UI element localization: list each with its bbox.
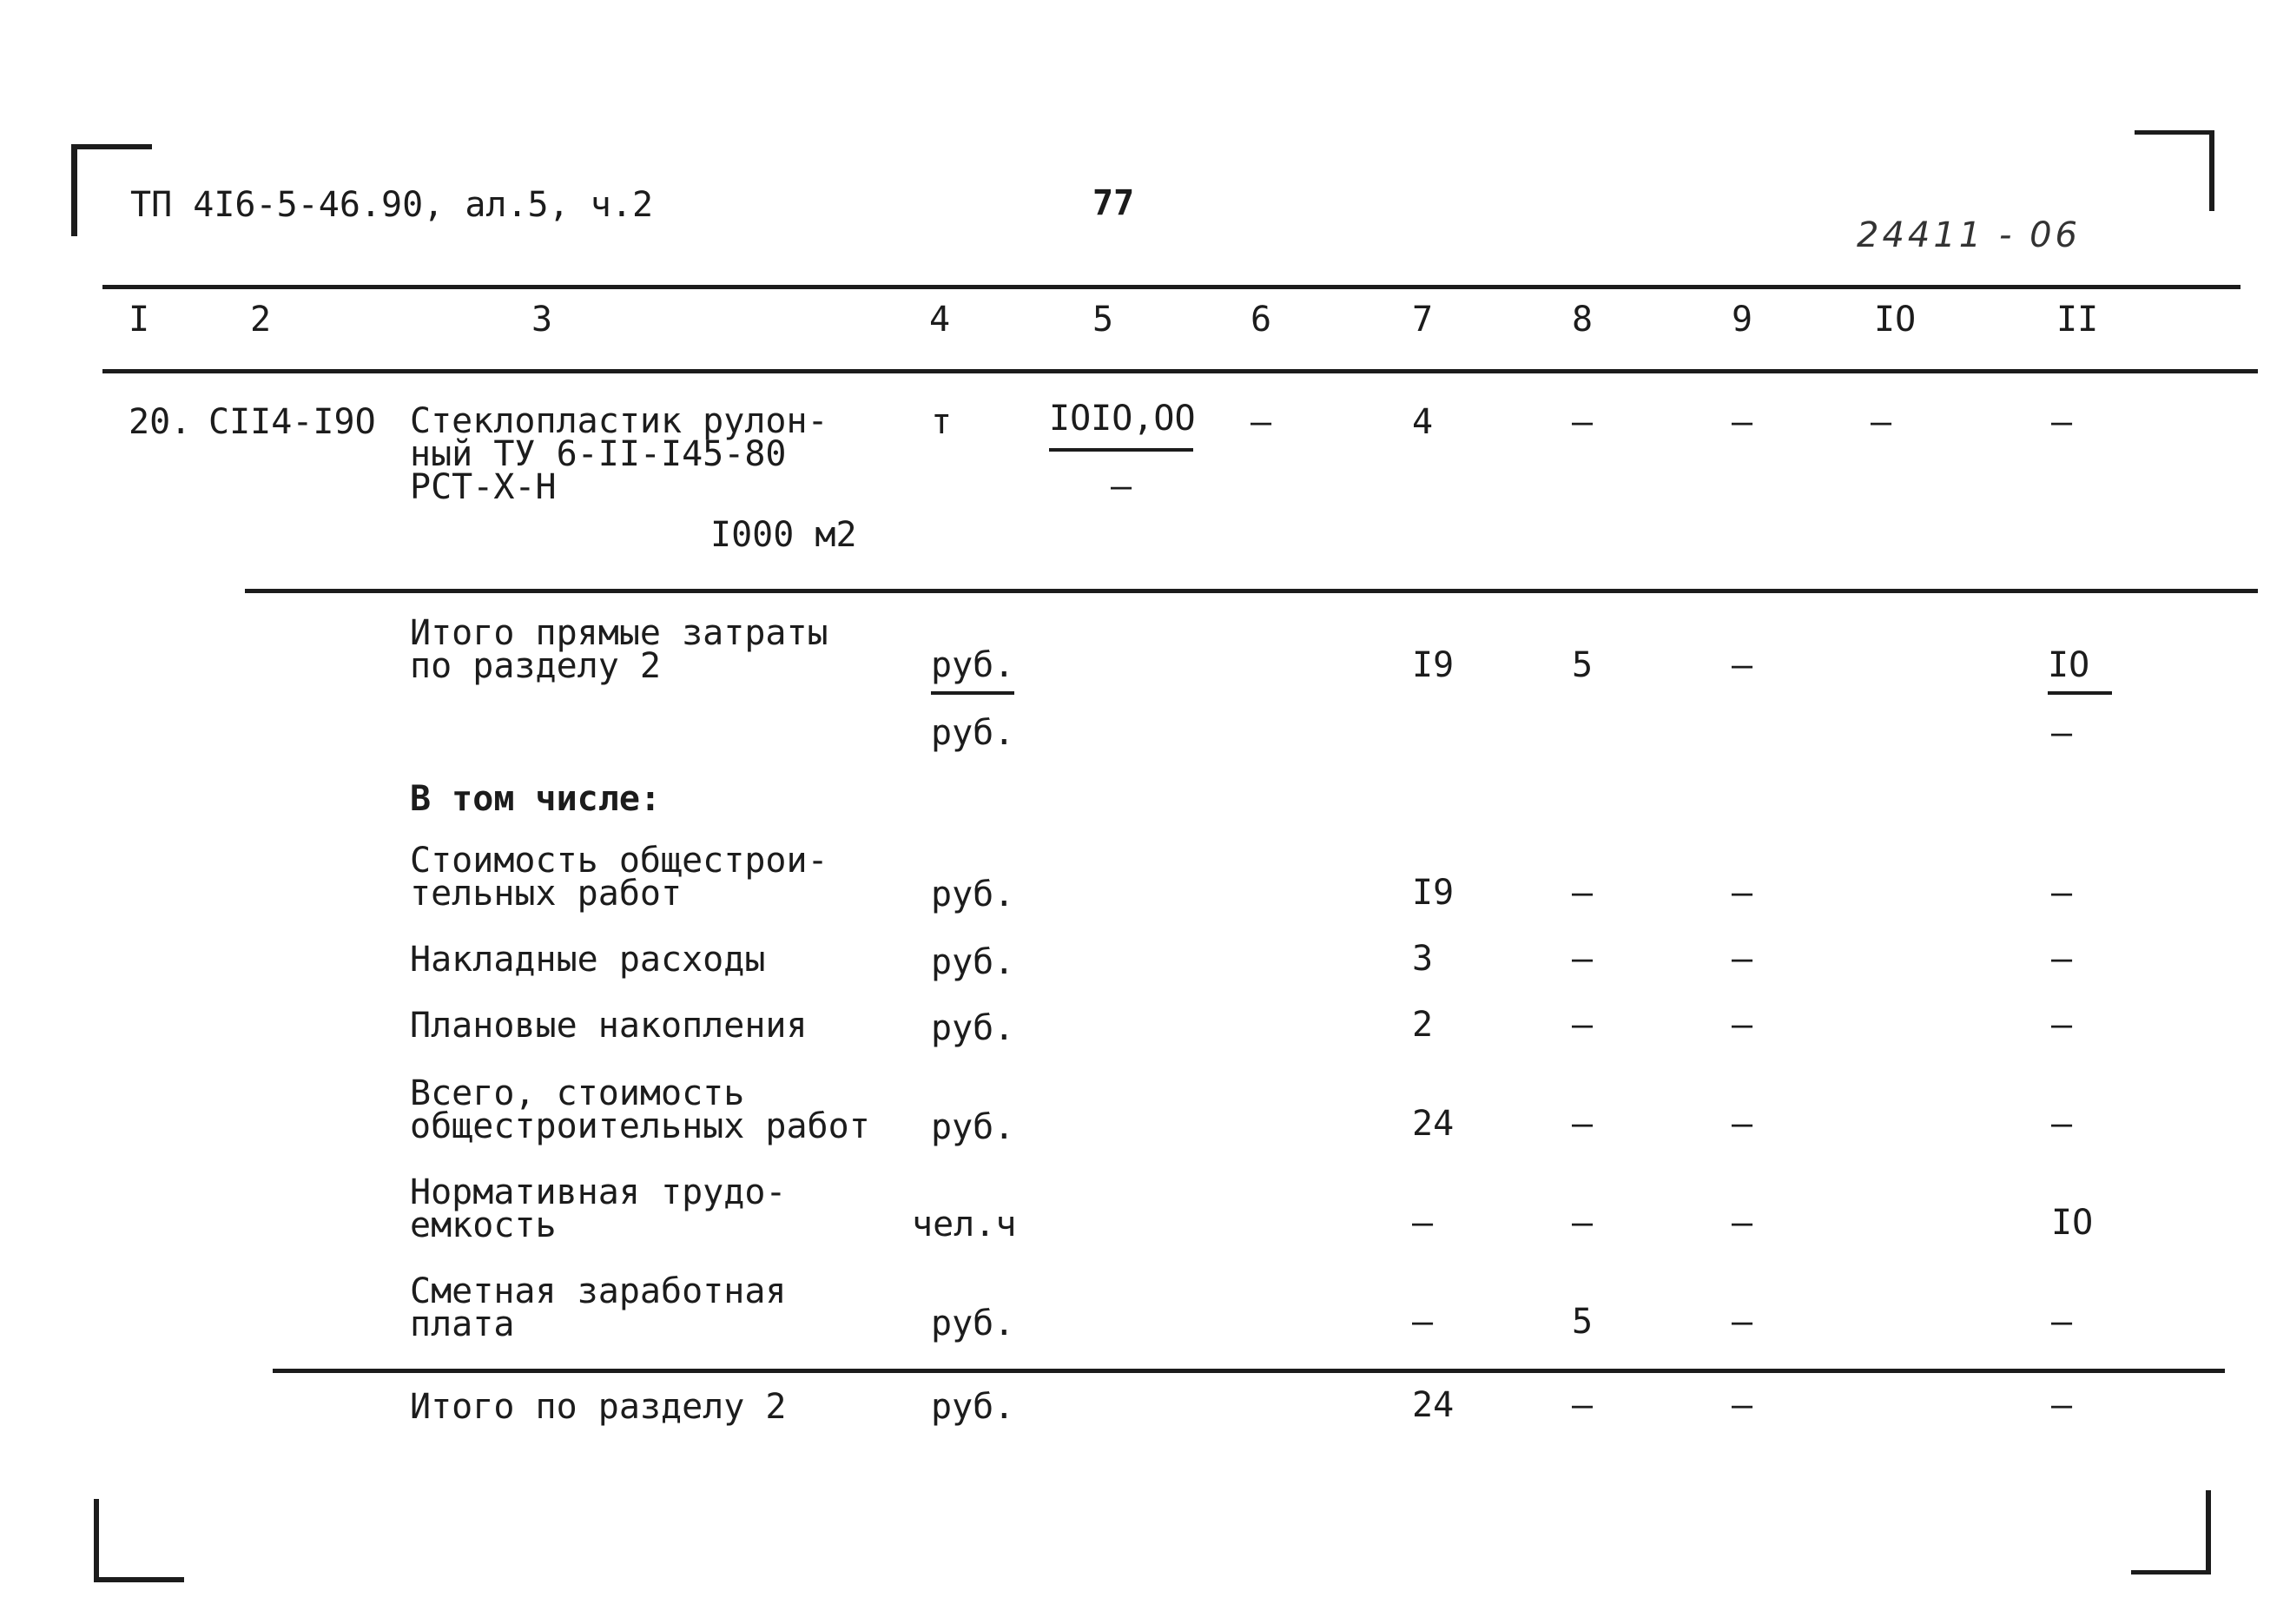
including-label: В том числе: <box>410 779 661 819</box>
item-name: Стеклопластик рулон- ный ТУ 6-II-I45-80 РСТ-Х-Н <box>410 401 828 507</box>
breakdown-unit: чел.ч <box>912 1205 1017 1244</box>
item-divider-rule <box>245 589 2258 593</box>
item-col5-top: IOIO,ОО <box>1049 401 1193 452</box>
column-header-rule <box>102 369 2258 373</box>
direct-costs-col11-top: IO <box>2048 648 2112 695</box>
direct-costs-unit-top: руб. <box>931 648 1014 695</box>
item-col9: – <box>1732 402 1753 442</box>
direct-costs-unit-bottom: руб. <box>931 713 1015 753</box>
breakdown-col9: – <box>1732 1302 1753 1342</box>
corner-mark-top-right <box>2135 130 2214 211</box>
direct-costs-col7: I9 <box>1412 645 1455 685</box>
breakdown-col11: – <box>2051 1005 2073 1045</box>
corner-mark-bottom-right <box>2131 1490 2211 1574</box>
handwritten-number: 24411 - 06 <box>1857 215 2082 255</box>
total-col11: – <box>2051 1385 2073 1425</box>
breakdown-col11: – <box>2051 1104 2073 1144</box>
breakdown-unit: руб. <box>931 1107 1015 1147</box>
breakdown-label: Плановые накопления <box>410 1006 808 1046</box>
total-col9: – <box>1732 1385 1753 1425</box>
item-col5-bottom: – <box>1110 466 1132 506</box>
col-header-4: 4 <box>929 300 951 340</box>
breakdown-unit: руб. <box>931 1008 1015 1048</box>
item-col11: – <box>2051 402 2073 442</box>
breakdown-col7: 2 <box>1412 1005 1434 1045</box>
item-col10: – <box>1871 402 1892 442</box>
direct-costs-label: Итого прямые затраты по разделу 2 <box>410 613 828 686</box>
breakdown-col7: – <box>1412 1203 1434 1243</box>
col-header-11: II <box>2056 300 2099 340</box>
item-code: СII4-I9О <box>208 402 376 442</box>
direct-costs-col11-bottom: – <box>2051 713 2073 753</box>
document-code: ТП 4I6-5-46.90, ал.5, ч.2 <box>130 185 654 225</box>
table-top-rule <box>102 285 2241 289</box>
total-divider-rule <box>273 1369 2225 1373</box>
col-header-9: 9 <box>1732 300 1753 340</box>
breakdown-unit: руб. <box>931 942 1015 982</box>
item-col6: – <box>1251 402 1272 442</box>
col-header-2: 2 <box>250 300 272 340</box>
breakdown-label: Всего, стоимость общестроительных работ <box>410 1073 870 1146</box>
breakdown-label: Сметная заработная плата <box>410 1271 787 1344</box>
item-number: 20. <box>129 402 192 442</box>
breakdown-col9: – <box>1732 1104 1753 1144</box>
breakdown-col8: – <box>1572 939 1594 979</box>
breakdown-col7: – <box>1412 1302 1434 1342</box>
direct-costs-col9: – <box>1732 645 1753 685</box>
item-col7: 4 <box>1412 402 1434 442</box>
total-unit: руб. <box>931 1387 1015 1427</box>
total-label: Итого по разделу 2 <box>410 1387 787 1427</box>
col-header-6: 6 <box>1251 300 1272 340</box>
total-col7: 24 <box>1412 1385 1455 1425</box>
breakdown-label: Стоимость общестрои- тельных работ <box>410 841 828 914</box>
col-header-10: IO <box>1874 300 1917 340</box>
total-col8: – <box>1572 1385 1594 1425</box>
page-number: 77 <box>1092 183 1135 223</box>
breakdown-col11: – <box>2051 939 2073 979</box>
breakdown-col11: IO <box>2051 1203 2094 1243</box>
breakdown-col9: – <box>1732 939 1753 979</box>
breakdown-col7: 24 <box>1412 1104 1455 1144</box>
corner-mark-bottom-left <box>94 1499 184 1582</box>
col-header-8: 8 <box>1572 300 1594 340</box>
item-name-suffix: I000 м2 <box>710 515 857 555</box>
breakdown-col8: 5 <box>1572 1302 1594 1342</box>
breakdown-col9: – <box>1732 1005 1753 1045</box>
col-header-1: I <box>129 300 150 340</box>
breakdown-col7: I9 <box>1412 873 1455 913</box>
breakdown-col11: – <box>2051 873 2073 913</box>
item-col8: – <box>1572 402 1594 442</box>
breakdown-col7: 3 <box>1412 939 1434 979</box>
item-unit: т <box>931 402 953 442</box>
breakdown-col9: – <box>1732 1203 1753 1243</box>
col-header-5: 5 <box>1092 300 1114 340</box>
col-header-3: 3 <box>531 300 553 340</box>
breakdown-col11: – <box>2051 1302 2073 1342</box>
breakdown-label: Нормативная трудо- емкость <box>410 1172 787 1245</box>
breakdown-unit: руб. <box>931 1304 1015 1343</box>
col-header-7: 7 <box>1412 300 1434 340</box>
breakdown-col8: – <box>1572 873 1594 913</box>
breakdown-col8: – <box>1572 1203 1594 1243</box>
breakdown-label: Накладные расходы <box>410 940 766 980</box>
breakdown-col8: – <box>1572 1005 1594 1045</box>
breakdown-col8: – <box>1572 1104 1594 1144</box>
breakdown-unit: руб. <box>931 875 1015 914</box>
direct-costs-col8: 5 <box>1572 645 1594 685</box>
breakdown-col9: – <box>1732 873 1753 913</box>
